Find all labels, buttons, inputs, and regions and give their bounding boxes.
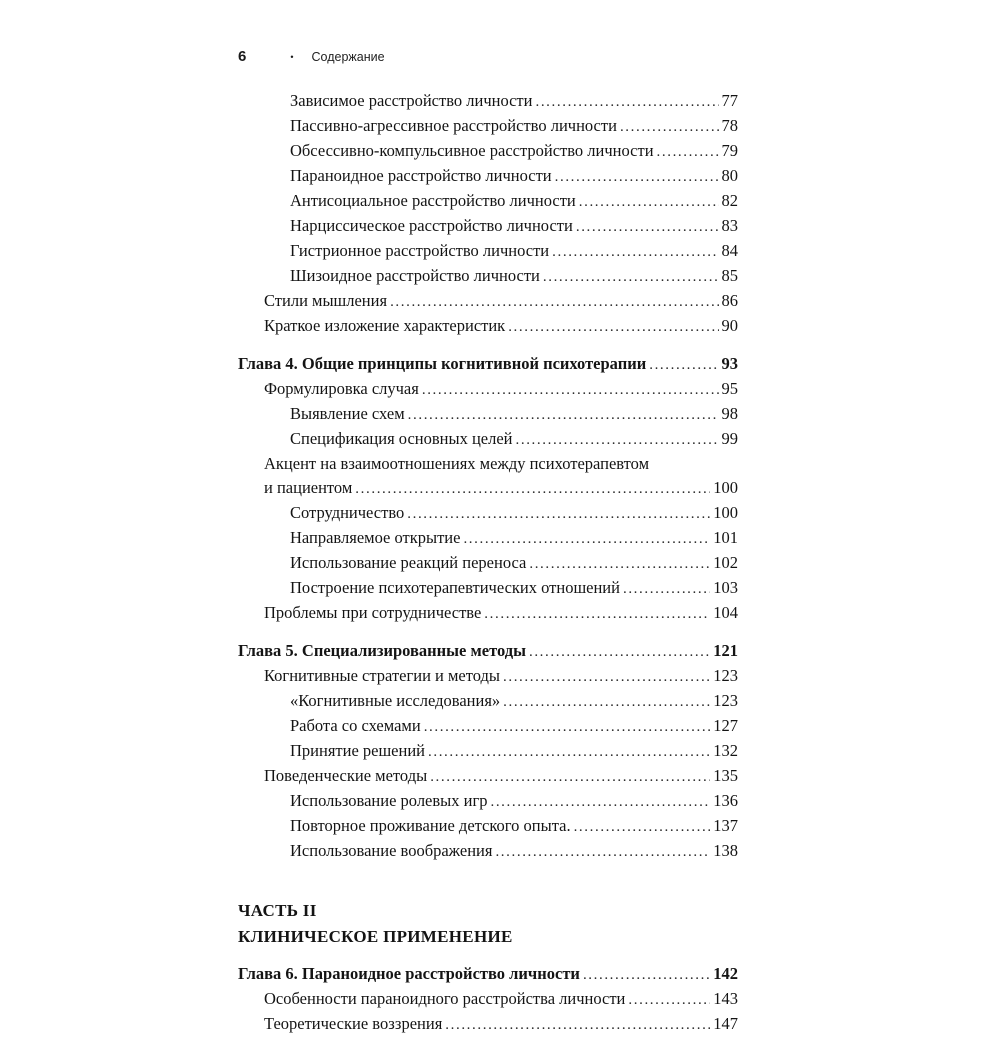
toc-entry-title: Нарциссическое расстройство личности xyxy=(290,216,573,235)
toc-entry xyxy=(238,289,738,314)
dot-leader xyxy=(623,576,710,601)
toc-page-number: 78 xyxy=(721,116,738,135)
dot-leader xyxy=(579,189,719,214)
toc-entry-row xyxy=(290,526,738,551)
toc-entry-row xyxy=(264,764,738,789)
toc-entry-row xyxy=(290,139,738,164)
toc-entry xyxy=(238,377,738,402)
toc-entry-row xyxy=(238,639,738,664)
toc-entry-title: Формулировка случая xyxy=(264,379,419,398)
toc-entry-row xyxy=(264,289,738,314)
toc-page-number: 80 xyxy=(721,166,738,185)
toc-page-number: 123 xyxy=(713,691,738,710)
toc-entry-row xyxy=(264,664,738,689)
toc-page-number: 84 xyxy=(721,241,738,260)
toc-entry xyxy=(238,264,738,289)
toc-page-number: 137 xyxy=(713,816,738,835)
toc-entry xyxy=(238,639,738,664)
toc-page-number: 132 xyxy=(713,741,738,760)
toc-entry-title: Шизоидное расстройство личности xyxy=(290,266,540,285)
toc-entry xyxy=(238,352,738,377)
toc-entry-title: Повторное проживание детского опыта. xyxy=(290,816,571,835)
toc-entry-title: Параноидное расстройство личности xyxy=(290,166,552,185)
dot-leader xyxy=(516,427,719,452)
toc-entry-title: Антисоциальное расстройство личности xyxy=(290,191,576,210)
toc-page-number: 95 xyxy=(721,379,738,398)
toc-entry-title: Использование ролевых игр xyxy=(290,791,488,810)
toc-entry-title: Проблемы при сотрудничестве xyxy=(264,603,482,622)
dot-leader xyxy=(649,352,718,377)
dot-leader xyxy=(445,1012,710,1037)
toc-page-number: 85 xyxy=(721,266,738,285)
toc-entry-title: Обсессивно-компульсивное расстройство личности xyxy=(290,141,654,160)
toc-entry-title: Выявление схем xyxy=(290,404,405,423)
toc-entry xyxy=(238,839,738,864)
toc-entry-row xyxy=(290,501,738,526)
toc-entry-title: Зависимое расстройство личности xyxy=(290,91,533,110)
toc-page-number: 77 xyxy=(721,91,738,110)
toc-entry-title: Гистрионное расстройство личности xyxy=(290,241,550,260)
toc-entry-row xyxy=(290,714,738,739)
toc-page-number: 127 xyxy=(713,716,738,735)
toc-entry xyxy=(238,314,738,339)
toc-entry-row xyxy=(290,789,738,814)
toc-entry-row xyxy=(290,427,738,452)
toc-entry-row xyxy=(264,476,738,501)
toc-page-number: 90 xyxy=(721,316,738,335)
toc-entry-title: Глава 6. Параноидное расстройство личности xyxy=(238,964,580,983)
toc-page-number: 123 xyxy=(713,666,738,685)
toc-entry xyxy=(238,402,738,427)
toc-entry-row xyxy=(290,114,738,139)
toc-entry-title: Принятие решений xyxy=(290,741,425,760)
toc-page-number: 101 xyxy=(713,528,738,547)
page-header xyxy=(238,48,738,65)
dot-leader xyxy=(503,689,710,714)
toc-page-number: 103 xyxy=(713,578,738,597)
toc-entry-row xyxy=(290,576,738,601)
toc-entry xyxy=(238,89,738,114)
toc-entry xyxy=(238,551,738,576)
toc-entry-title: Пассивно-агрессивное расстройство личности xyxy=(290,116,617,135)
toc-entry xyxy=(238,664,738,689)
toc-entry-title: Когнитивные стратегии и методы xyxy=(264,666,500,685)
toc-page-number: 100 xyxy=(713,503,738,522)
part-title-line: ЧАСТЬ II xyxy=(238,901,317,920)
bullet-icon: • xyxy=(290,51,294,62)
toc-entry-row xyxy=(290,89,738,114)
section-gap xyxy=(238,864,738,898)
toc-entry-row xyxy=(290,402,738,427)
dot-leader xyxy=(408,402,719,427)
toc-entry-title: Использование воображения xyxy=(290,841,493,860)
toc-page-number: 102 xyxy=(713,553,738,572)
toc-entry-row xyxy=(264,601,738,626)
dot-leader xyxy=(552,239,718,264)
toc-entry xyxy=(238,689,738,714)
toc-entry xyxy=(238,526,738,551)
toc-entry-title: Стили мышления xyxy=(264,291,388,310)
toc-page-number: 79 xyxy=(721,141,738,160)
toc-entry-row xyxy=(290,164,738,189)
toc-page-number: 93 xyxy=(721,354,738,373)
toc-entry xyxy=(238,814,738,839)
dot-leader xyxy=(484,601,710,626)
toc-entry-title: Глава 4. Общие принципы когнитивной психотерапии xyxy=(238,354,647,373)
toc-entry xyxy=(238,164,738,189)
dot-leader xyxy=(424,714,711,739)
dot-leader xyxy=(430,764,710,789)
toc-entry-row xyxy=(290,551,738,576)
toc-entry xyxy=(238,601,738,626)
toc-entry-title: Краткое изложение характеристик xyxy=(264,316,506,335)
header-page-number: 6 xyxy=(238,48,247,65)
dot-leader xyxy=(355,476,710,501)
toc-entry-row xyxy=(264,1012,738,1037)
toc-entry-row xyxy=(290,264,738,289)
dot-leader xyxy=(529,639,710,664)
toc-entry-title: Глава 5. Специализированные методы xyxy=(238,641,526,660)
toc-entry-title: Построение психотерапевтических отношений xyxy=(290,578,620,597)
toc-entry-title: Поведенческие методы xyxy=(264,766,428,785)
dot-leader xyxy=(535,89,718,114)
toc-entry-row xyxy=(290,839,738,864)
toc-page-number: 82 xyxy=(721,191,738,210)
toc-entry-row xyxy=(290,739,738,764)
toc-entry-title: Сотрудничество xyxy=(290,503,405,522)
toc-entry xyxy=(238,239,738,264)
toc-list xyxy=(238,89,738,1037)
dot-leader xyxy=(576,214,719,239)
toc-entry-row xyxy=(290,239,738,264)
dot-leader xyxy=(574,814,711,839)
toc-page-number: 136 xyxy=(713,791,738,810)
part-title-line: КЛИНИЧЕСКОЕ ПРИМЕНЕНИЕ xyxy=(238,927,513,946)
toc-entry-title: Использование реакций переноса xyxy=(290,553,527,572)
toc-entry-title: и пациентом xyxy=(264,478,353,497)
toc-page-number: 98 xyxy=(721,404,738,423)
dot-leader xyxy=(543,264,719,289)
toc-entry-title: Спецификация основных целей xyxy=(290,429,513,448)
dot-leader xyxy=(490,789,710,814)
toc-entry-row xyxy=(290,214,738,239)
toc-page-number: 147 xyxy=(713,1014,738,1033)
toc-page-number: 135 xyxy=(713,766,738,785)
dot-leader xyxy=(390,289,718,314)
toc-entry xyxy=(238,139,738,164)
dot-leader xyxy=(503,664,710,689)
toc-entry-title: Направляемое открытие xyxy=(290,528,461,547)
dot-leader xyxy=(657,139,719,164)
toc-entry xyxy=(238,1012,738,1037)
dot-leader xyxy=(463,526,710,551)
toc-entry-row xyxy=(290,189,738,214)
toc-entry-first-line: Акцент на взаимоотношениях между психотерапевтом xyxy=(264,454,650,473)
toc-entry-row xyxy=(264,377,738,402)
dot-leader xyxy=(495,839,710,864)
toc-page-number: 99 xyxy=(721,429,738,448)
dot-leader xyxy=(529,551,710,576)
toc-entry-row xyxy=(238,352,738,377)
toc-page-number: 121 xyxy=(713,641,738,660)
section-gap xyxy=(238,339,738,352)
toc-page-number: 86 xyxy=(721,291,738,310)
toc-entry-row xyxy=(264,314,738,339)
toc-page-number: 100 xyxy=(713,478,738,497)
toc-entry-title: Особенности параноидного расстройства личности xyxy=(264,989,626,1008)
toc-entry xyxy=(238,427,738,452)
toc-entry xyxy=(238,962,738,987)
toc-page-number: 83 xyxy=(721,216,738,235)
dot-leader xyxy=(508,314,718,339)
toc-page-number: 143 xyxy=(713,989,738,1008)
dot-leader xyxy=(620,114,719,139)
toc-entry-row xyxy=(238,962,738,987)
toc-entry-title: «Когнитивные исследования» xyxy=(290,691,501,710)
toc-page-number: 138 xyxy=(713,841,738,860)
toc-entry xyxy=(238,501,738,526)
dot-leader xyxy=(422,377,719,402)
toc-entry xyxy=(238,789,738,814)
part-header xyxy=(238,898,738,950)
header-title: Содержание xyxy=(311,49,385,64)
toc-entry-row xyxy=(290,689,738,714)
dot-leader xyxy=(407,501,710,526)
toc-entry xyxy=(238,452,738,501)
toc-page-number: 104 xyxy=(713,603,738,622)
toc-entry xyxy=(238,114,738,139)
toc-page-number: 142 xyxy=(713,964,738,983)
toc-entry xyxy=(238,189,738,214)
toc-entry-title: Теоретические воззрения xyxy=(264,1014,443,1033)
dot-leader xyxy=(555,164,719,189)
toc-entry xyxy=(238,576,738,601)
dot-leader xyxy=(428,739,710,764)
dot-leader xyxy=(583,962,710,987)
toc-entry-row xyxy=(290,814,738,839)
toc-entry xyxy=(238,214,738,239)
section-gap xyxy=(238,626,738,639)
toc-entry xyxy=(238,764,738,789)
toc-entry xyxy=(238,739,738,764)
toc-entry xyxy=(238,714,738,739)
toc-entry-title: Работа со схемами xyxy=(290,716,421,735)
